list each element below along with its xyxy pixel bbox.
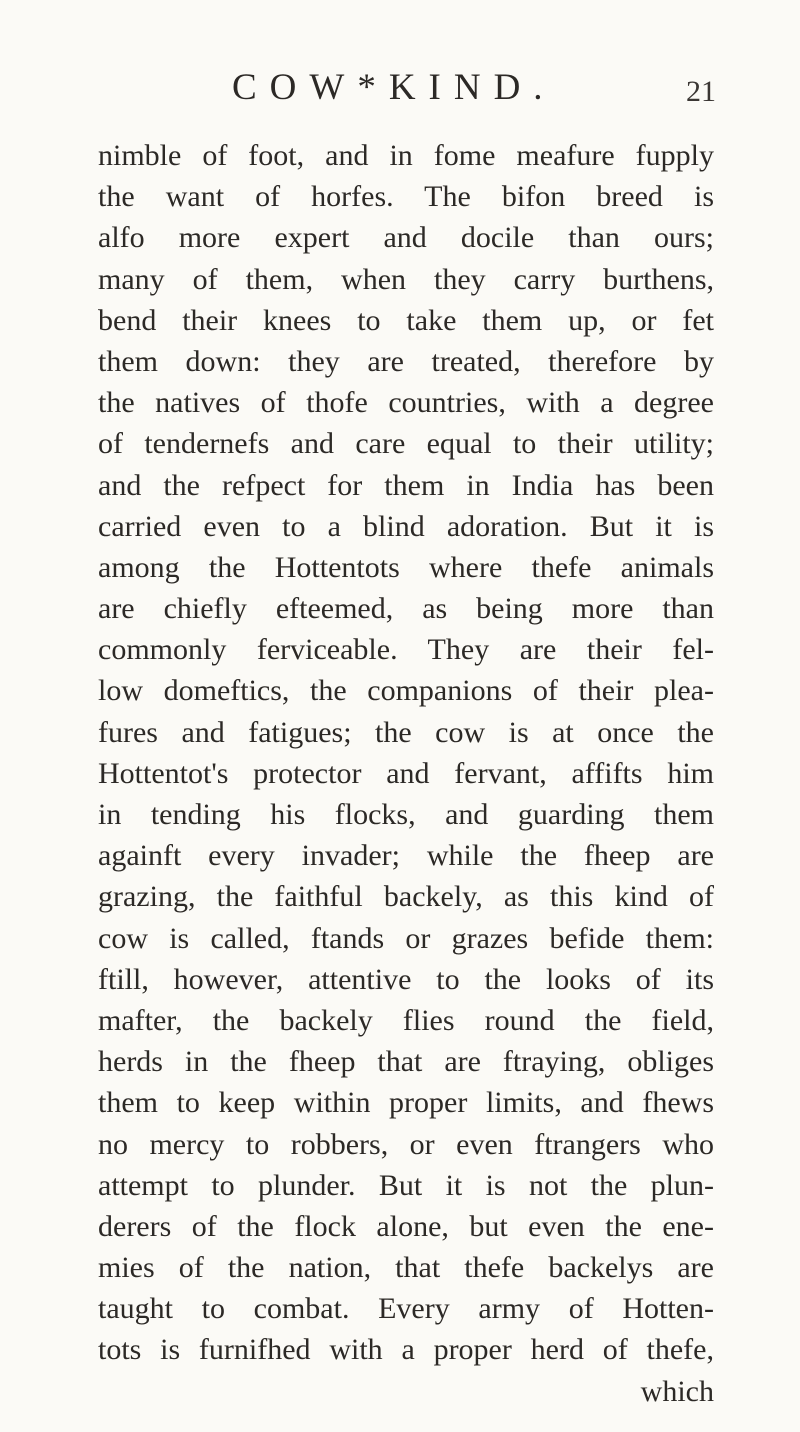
text-line: carried even to a blind adoration. But it is xyxy=(98,509,714,543)
text-line: commonly ferviceable. They are their fel- xyxy=(98,633,714,667)
text-line: among the Hottentots where thefe animals xyxy=(98,550,714,584)
text-line: many of them, when they carry burthens, xyxy=(98,262,714,296)
text-line: alfo more expert and docile than ours; xyxy=(98,221,714,255)
text-line: no mercy to robbers, or even ftrangers who xyxy=(98,1127,714,1161)
page-number: 21 xyxy=(686,75,716,108)
running-title: COW*KIND. xyxy=(232,67,556,108)
text-line: cow is called, ftands or grazes befide them: xyxy=(98,921,714,955)
text-line: taught to combat. Every army of Hotten- xyxy=(98,1292,714,1326)
text-line: bend their knees to take them up, or fet xyxy=(98,303,714,337)
text-line: grazing, the faithful backely, as this kind of xyxy=(98,880,714,914)
text-line: ftill, however, attentive to the looks of its xyxy=(98,962,714,996)
text-line: fures and fatigues; the cow is at once the xyxy=(98,715,714,749)
text-line: nimble of foot, and in fome meafure fupply xyxy=(98,139,714,172)
text-line: herds in the fheep that are ftraying, obliges xyxy=(98,1045,714,1079)
text-line: attempt to plunder. But it is not the plun- xyxy=(98,1168,714,1202)
body-text xyxy=(98,135,714,1412)
text-line: in tending his flocks, and guarding them xyxy=(98,798,714,831)
text-line: mies of the nation, that thefe backelys are xyxy=(98,1251,714,1285)
text-line: Hottentot's protector and fervant, affifts him xyxy=(98,756,714,790)
text-line: and the refpect for them in India has been xyxy=(98,468,714,502)
text-line: of tendernefs and care equal to their utility; xyxy=(98,427,714,461)
text-line: mafter, the backely flies round the field, xyxy=(98,1003,714,1037)
catchword: which xyxy=(640,1374,714,1408)
text-line: derers of the flock alone, but even the ene- xyxy=(98,1209,714,1243)
text-line: the natives of thofe countries, with a degree xyxy=(98,386,714,420)
text-line: the want of horfes. The bifon breed is xyxy=(98,180,714,214)
text-line: againft every invader; while the fheep are xyxy=(98,839,714,873)
text-line: them to keep within proper limits, and fhews xyxy=(98,1086,714,1120)
text-line: low domeftics, the companions of their plea- xyxy=(98,674,714,708)
text-line: are chiefly efteemed, as being more than xyxy=(98,592,714,626)
running-head xyxy=(0,60,800,116)
text-line: them down: they are treated, therefore by xyxy=(98,344,714,378)
text-line: tots is furnifhed with a proper herd of thefe, xyxy=(98,1333,714,1367)
